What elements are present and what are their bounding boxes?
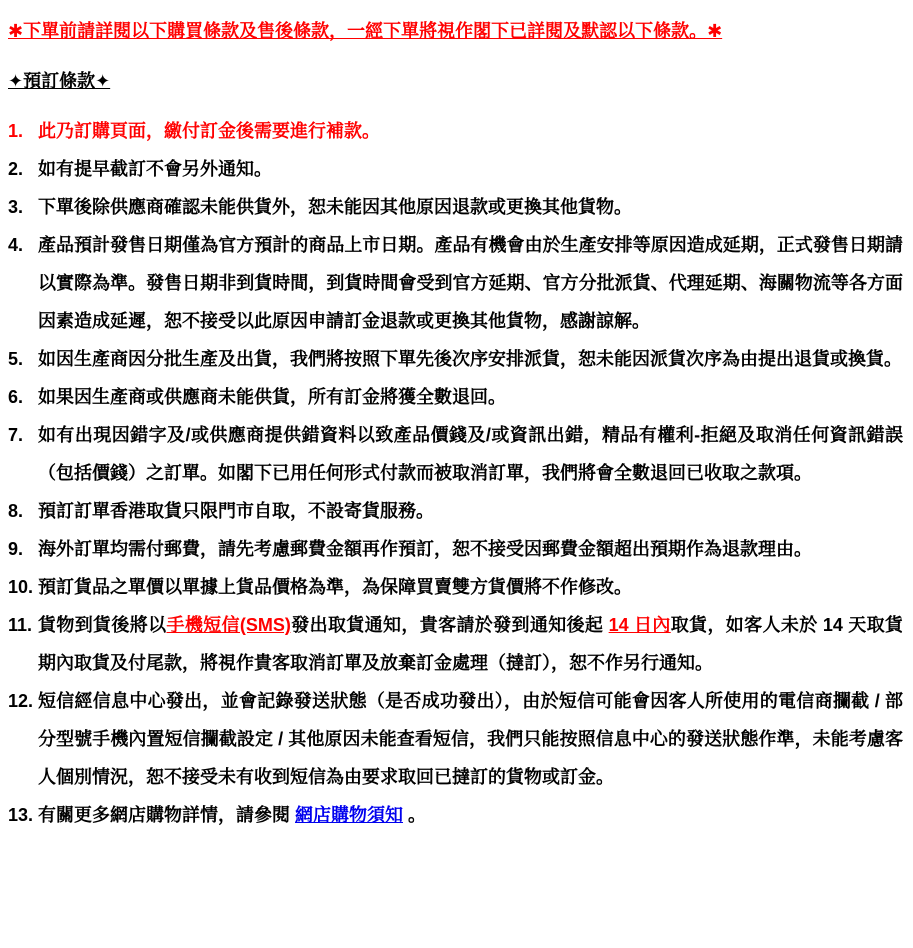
- plain-text: 預訂貨品之單價以單據上貨品價格為準，為保障買賣雙方貨價將不作修改。: [38, 577, 632, 597]
- plain-text: 。: [403, 805, 427, 825]
- term-text: [38, 796, 903, 834]
- term-item-9: [8, 530, 903, 568]
- term-number: 4.: [8, 235, 24, 255]
- term-number: 7.: [8, 425, 24, 445]
- term-item-6: [8, 378, 903, 416]
- term-item-12: [8, 682, 903, 796]
- term-text: [38, 112, 903, 150]
- plain-text: 發出取貨通知，貴客請於發到通知後起: [290, 615, 609, 635]
- term-text: [38, 150, 903, 188]
- plain-text: 如有提早截訂不會另外通知。: [38, 159, 272, 179]
- term-item-1: [8, 112, 903, 150]
- plain-text: 海外訂單均需付郵費，請先考慮郵費金額再作預訂，恕不接受因郵費金額超出預期作為退款理由。: [38, 539, 812, 559]
- term-item-5: [8, 340, 903, 378]
- term-item-13: [8, 796, 903, 834]
- purchase-notice-banner: ✱下單前請詳閱以下購買條款及售後條款，一經下單將視作閣下已詳閱及默認以下條款。✱: [8, 21, 723, 41]
- section-title-preorder-terms: ✦預訂條款✦: [8, 71, 111, 91]
- plain-text: 如有出現因錯字及/或供應商提供錯資料以致產品價錢及/或資訊出錯，精品有權利-拒絕及取消任何資訊錯誤（包括價錢）之訂單。如閣下已用任何形式付款而被取消訂單，我們將會全數退回已收取之款項。: [38, 425, 903, 483]
- term-number: 5.: [8, 349, 24, 369]
- terms-list: [8, 112, 903, 834]
- term-item-11: [8, 606, 903, 682]
- shop-guide-link[interactable]: 網店購物須知: [295, 805, 403, 825]
- term-item-7: [8, 416, 903, 492]
- plain-text: 有關更多網店購物詳情，請參閱: [38, 805, 295, 825]
- plain-text: 此乃訂購頁面，繳付訂金後需要進行補款。: [38, 121, 380, 141]
- highlighted-text: 14 日內: [608, 615, 671, 635]
- term-item-8: [8, 492, 903, 530]
- term-text: [38, 682, 903, 796]
- term-item-10: [8, 568, 903, 606]
- term-number: 10.: [8, 577, 34, 597]
- plain-text: 取貨，如客人未於 14 天取貨期內取貨及付尾款，將視作貴客取消訂單及放棄訂金處理（撻訂），恕不作另行通知。: [38, 615, 904, 673]
- term-number: 6.: [8, 387, 24, 407]
- term-text: [38, 378, 903, 416]
- term-number: 1.: [8, 121, 24, 141]
- plain-text: 如果因生產商或供應商未能供貨，所有訂金將獲全數退回。: [38, 387, 506, 407]
- term-number: 12.: [8, 691, 34, 711]
- plain-text: 如因生產商因分批生產及出貨，我們將按照下單先後次序安排派貨，恕未能因派貨次序為由提出退貨或換貨。: [38, 349, 902, 369]
- plain-text: 下單後除供應商確認未能供貨外，恕未能因其他原因退款或更換其他貨物。: [38, 197, 632, 217]
- plain-text: 短信經信息中心發出，並會記錄發送狀態（是否成功發出），由於短信可能會因客人所使用的電信商攔截 / 部分型號手機內置短信攔截設定 / 其他原因未能查看短信，我們只能按照信息中心的發送狀態作準，未能考慮客人個別情況，恕不接受未有收到短信為由要求取回已撻訂的貨物或訂金。: [38, 691, 903, 787]
- term-number: 3.: [8, 197, 24, 217]
- term-number: 11.: [8, 615, 33, 635]
- term-text: [38, 188, 903, 226]
- term-text: [38, 226, 903, 340]
- term-number: 8.: [8, 501, 24, 521]
- highlighted-text: 手機短信(SMS): [166, 615, 291, 635]
- plain-text: 貨物到貨後將以: [38, 615, 167, 635]
- term-number: 13.: [8, 805, 34, 825]
- plain-text: 產品預計發售日期僅為官方預計的商品上市日期。產品有機會由於生產安排等原因造成延期，正式發售日期請以實際為準。發售日期非到貨時間，到貨時間會受到官方延期、官方分批派貨、代理延期、海關物流等各方面因素造成延遲，恕不接受以此原因申請訂金退款或更換其他貨物，感謝諒解。: [38, 235, 903, 331]
- term-text: [38, 416, 903, 492]
- term-text: [38, 492, 903, 530]
- term-text: [38, 340, 903, 378]
- term-text: [38, 530, 903, 568]
- term-number: 2.: [8, 159, 24, 179]
- term-item-4: [8, 226, 903, 340]
- term-number: 9.: [8, 539, 24, 559]
- term-text: [38, 568, 903, 606]
- term-item-2: [8, 150, 903, 188]
- term-text: [38, 606, 903, 682]
- plain-text: 預訂訂單香港取貨只限門市自取，不設寄貨服務。: [38, 501, 434, 521]
- term-item-3: [8, 188, 903, 226]
